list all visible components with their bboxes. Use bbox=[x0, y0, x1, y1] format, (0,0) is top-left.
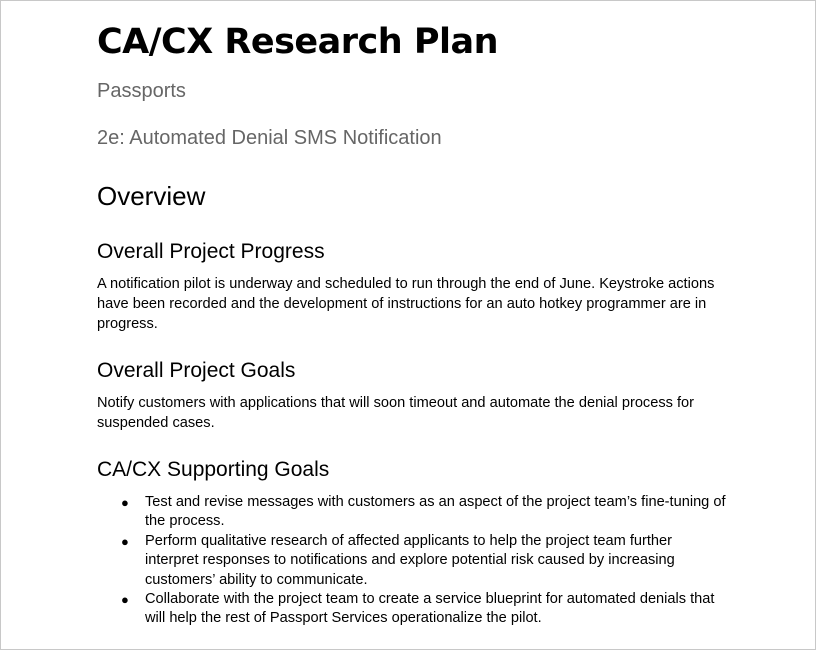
project-subtitle: 2e: Automated Denial SMS Notification bbox=[97, 127, 442, 149]
bullet-icon: ● bbox=[121, 495, 129, 510]
progress-heading: Overall Project Progress bbox=[97, 240, 325, 263]
list-item bbox=[97, 590, 727, 629]
program-subtitle: Passports bbox=[97, 80, 186, 102]
list-item-text: Test and revise messages with customers as an aspect of the project team’s fine-tuning of the process. bbox=[145, 494, 726, 530]
list-item bbox=[97, 493, 727, 532]
goals-paragraph: Notify customers with applications that will soon timeout and automate the denial process for suspended cases. bbox=[97, 395, 695, 431]
progress-paragraph: A notification pilot is underway and scheduled to run through the end of June. Keystroke actions have been recorded and the development of instructions for an auto hotkey programmer are in progress. bbox=[97, 276, 715, 332]
list-item-text: Perform qualitative research of affected applicants to help the project team further interpret responses to notifications and explore potential risk caused by increasing customers’ ability to communicate. bbox=[145, 532, 675, 588]
overview-heading: Overview bbox=[97, 181, 206, 211]
bullet-icon: ● bbox=[121, 533, 129, 549]
supporting-goals-heading: CA/CX Supporting Goals bbox=[97, 458, 330, 481]
document-title: CA/CX Research Plan bbox=[97, 22, 499, 62]
list-item-text: Collaborate with the project team to create a service blueprint for automated denials that will help the rest of Passport Services operationalize the pilot. bbox=[145, 591, 715, 627]
supporting-goals-list bbox=[97, 493, 727, 629]
goals-heading: Overall Project Goals bbox=[97, 359, 296, 382]
bullet-icon: ● bbox=[121, 592, 129, 608]
list-item bbox=[97, 532, 727, 590]
